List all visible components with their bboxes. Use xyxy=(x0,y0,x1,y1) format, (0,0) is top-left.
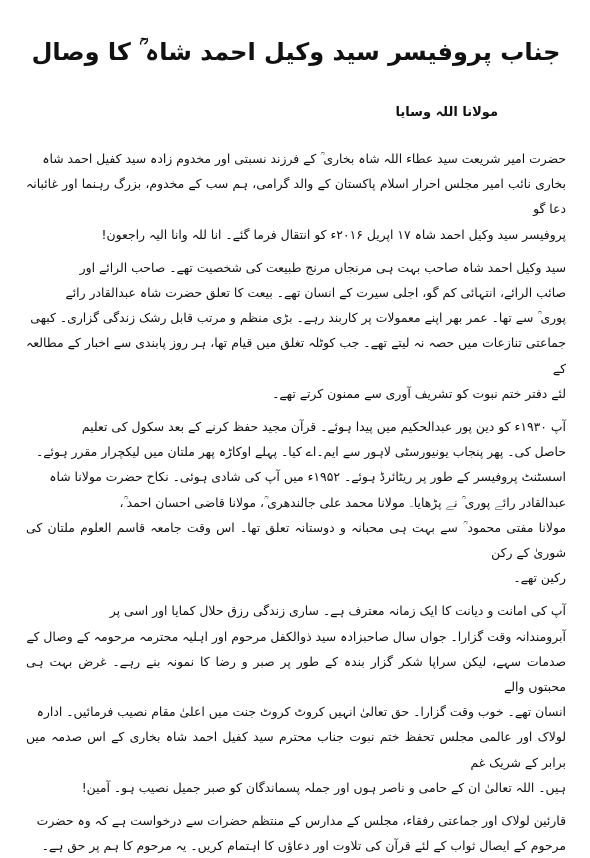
article-title: جناب پروفیسر سید وکیل احمد شاہ ؒ کا وصال xyxy=(31,38,561,66)
paragraph-appeal: قارئین لولاک اور جماعتی رفقاء، مجلس کے مدارس کے منتظم حضرات سے درخواست ہے کہ وہ حضرت مرحوم کے ایصال ثواب کے لئے قرآن کی تلاوت اور دعاؤں کا اہتمام کریں۔ یہ مرحوم کا ہم پر حق ہے۔ xyxy=(36,813,566,854)
author-name: مولانا اللہ وسایا xyxy=(395,105,498,120)
paragraph-character: سید وکیل احمد شاہ صاحب بہت ہی مرنجاں مرنج طبیعت کی شخصیت تھے۔ صاحب الرائے اور صائب الرائے، انتہائی کم گو، اجلی سیرت کے انسان تھے۔ بیعت کا تعلق حضرت شاہ عبدالقادر رائے پوری ؒ سے تھا۔ عمر بھر اپنے معمولات پر کاربند رہے۔ بڑی منظم و مرتب قابل رشک زندگی گزاری۔ کبھی جماعتی تنازعات میں حصہ نہ لیتے تھے۔ جب کوٹلہ تغلق میں قیام تھا، ہر روز پابندی سے اخبار کے مطالعہ کے لئے دفتر ختم نبوت کو تشریف آوری سے ممنون کرتے تھے۔ xyxy=(26,259,566,401)
paragraph-biography: آپ ۱۹۳۰ء کو دین پور عبدالحکیم میں پیدا ہوئے۔ قرآن مجید حفظ کرنے کے بعد سکول کی تعلیم حاصل کی۔ پھر پنجاب یونیورسٹی لاہور سے ایم۔اے کیا۔ پہلے اوکاڑہ پھر ملتان میں لیکچرار مقرر ہوئے۔ اسسٹنٹ پروفیسر کے طور پر ریٹائرڈ ہوئے۔ ۱۹۵۲ء میں آپ کی شادی ہوئی۔ نکاح حضرت مولانا شاہ عبدالقادر رائے پوری ؒ نے پڑھایا۔ مولانا محمد علی جالندھری ؒ، مولانا قاضی احسان احمد ؒ، مولانا مفتی محمود ؒ سے بہت ہی محبانہ و دوستانہ تعلق تھا۔ اس وقت جامعہ قاسم العلوم ملتان کی شوریٰ کے رکن رکین تھے۔ xyxy=(26,419,566,586)
paragraph-intro: حضرت امیر شریعت سید عطاء اللہ شاہ بخاری ؒ کے فرزند نسبتی اور مخدوم زادہ سید کفیل احمد شاہ بخاری نائب امیر مجلس احرار اسلام پاکستان کے والد گرامی، ہم سب کے مخدوم، بزرگ رہنما اور غائبانہ دعا گو پروفیسر سید وکیل احمد شاہ ۱۷ اپریل ۲۰۱۶ء کو انتقال فرما گئے۔ انا للہ وانا الیہ راجعون! xyxy=(26,151,566,242)
paragraph-tribute: آپ کی امانت و دیانت کا ایک زمانہ معترف ہے۔ ساری زندگی رزق حلال کمایا اور اسی پر آبرومندانہ وقت گزارا۔ جواں سال صاحبزادہ سید ذوالکفل مرحوم اور اہلیہ محترمہ مرحومہ کے وصال کے صدمات سہے، لیکن سراپا شکر گزار بندہ کے طور پر صبر و رضا کا نمونہ بنے رہے۔ غرض بہت ہی محبتوں والے انسان تھے۔ خوب وقت گزارا۔ حق تعالیٰ انہیں کروٹ کروٹ جنت میں اعلیٰ مقام نصیب فرمائیں۔ ادارہ لولاک اور عالمی مجلس تحفظ ختم نبوت جناب محترم سید کفیل احمد شاہ بخاری کے اس صدمہ میں برابر کے شریک غم ہیں۔ اللہ تعالیٰ ان کے حامی و ناصر ہوں اور جملہ پسماندگان کو صبر جمیل نصیب ہو۔ آمین! xyxy=(26,603,566,795)
